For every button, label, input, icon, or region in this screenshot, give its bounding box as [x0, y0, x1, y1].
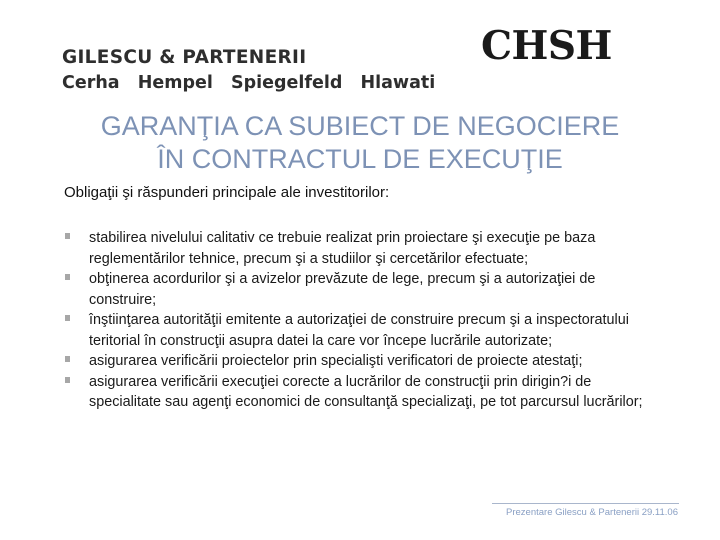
square-bullet-icon: [65, 356, 70, 362]
logo-partner-cerha: Cerha: [62, 73, 120, 93]
bullet-text: asigurarea verificării proiectelor prin specialişti verificatori de proiecte atestaţi;: [89, 353, 583, 369]
bullet-text: asigurarea verificării execuţiei corecte a lucrărilor de construcţii prin dirigin?i de specialitate sau agenţi economici de consultanţă specializaţi, pe tot parcursul lucrărilor;: [89, 373, 643, 410]
bullet-item: [64, 269, 664, 310]
bullet-item: [64, 372, 664, 413]
logo-partner-hlawati: Hlawati: [360, 73, 436, 93]
square-bullet-icon: [65, 274, 70, 280]
slide-title-line2: ÎN CONTRACTUL DE EXECUŢIE: [157, 144, 563, 174]
footer-text: Prezentare Gilescu & Partenerii 29.11.06: [506, 507, 678, 518]
slide-subtitle: Obligaţii şi răspunderi principale ale investitorilor:: [64, 184, 390, 201]
logo-partner-spiegelfeld: Spiegelfeld: [230, 73, 343, 93]
slide-title-line1: GARANŢIA CA SUBIECT DE NEGOCIERE: [100, 111, 620, 141]
bullet-item: [64, 228, 664, 269]
logo-firm-name: GILESCU & PARTENERII: [62, 47, 307, 68]
bullet-item: [64, 351, 664, 372]
chsh-logo: CHSH: [481, 23, 612, 69]
square-bullet-icon: [65, 377, 70, 383]
bullet-text: înştiinţarea autorităţii emitente a autorizaţiei de construire precum şi a inspectoratului teritorial în construcţii asupra datei la care vor începe lucrările autorizate;: [89, 312, 629, 349]
gilescu-logo: [62, 47, 447, 93]
bullet-text: stabilirea nivelului calitativ ce trebuie realizat prin proiectare şi execuţie pe baza reglementărilor tehnice, precum şi a studiilor şi cercetărilor efectuate;: [89, 230, 596, 267]
bullet-item: [64, 310, 664, 351]
logo-partner-names: [62, 73, 447, 93]
slide-title: [40, 110, 680, 176]
square-bullet-icon: [65, 233, 70, 239]
logo-partner-hempel: Hempel: [137, 73, 213, 93]
bullet-text: obţinerea acordurilor şi a avizelor prevăzute de lege, precum şi a autorizaţiei de construire;: [89, 271, 596, 308]
footer-divider: [492, 503, 679, 504]
bullet-list: [64, 228, 664, 413]
square-bullet-icon: [65, 315, 70, 321]
